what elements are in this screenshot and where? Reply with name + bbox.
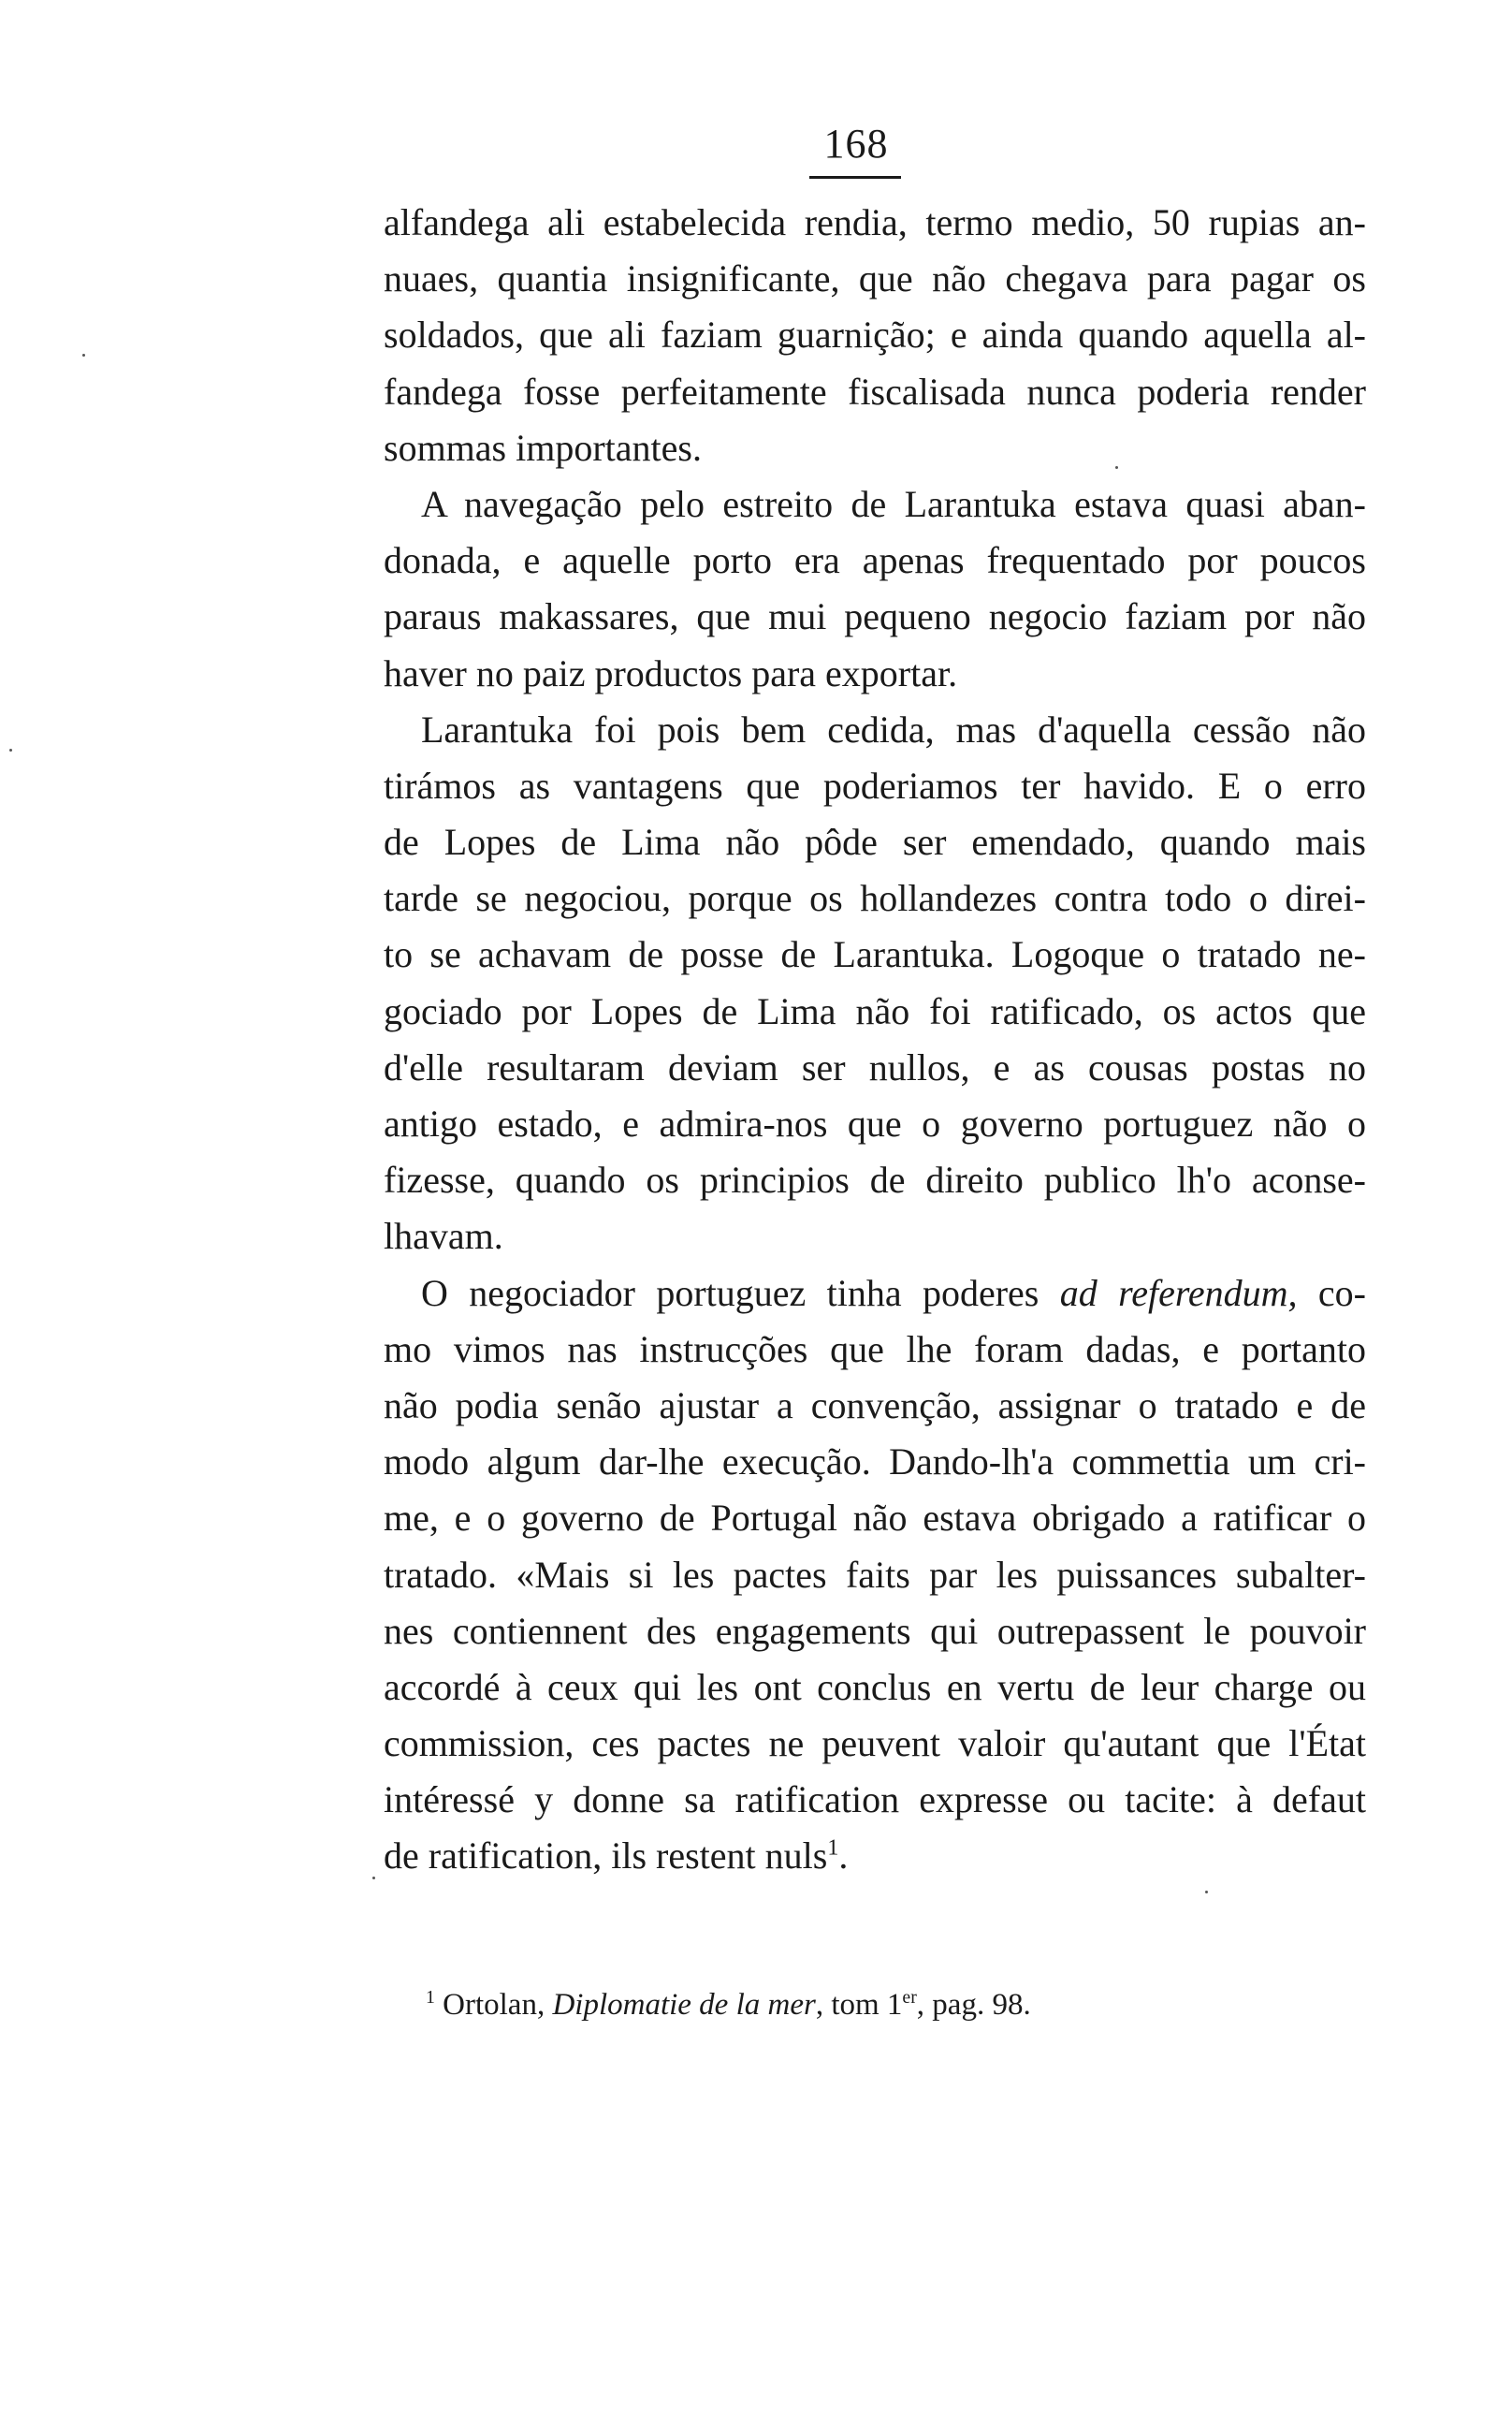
text-segment: de ratification, ils restent nuls bbox=[384, 1834, 828, 1878]
text-line: antigo estado, e admira-nos que o governo portuguez não o bbox=[384, 1103, 1366, 1145]
text-line: alfandega ali estabelecida rendia, termo medio, 50 rupias an- bbox=[384, 201, 1366, 243]
text-segment: O negociador portuguez tinha poderes bbox=[421, 1271, 1060, 1314]
body-text bbox=[384, 195, 1366, 1885]
footnote-page: , pag. 98. bbox=[916, 1988, 1031, 2022]
text-line: fizesse, quando os principios de direito publico lh'o aconse- bbox=[384, 1159, 1366, 1202]
footnote-reference: 1 bbox=[827, 1836, 839, 1862]
text-line: lhavam. bbox=[384, 1215, 503, 1258]
page-number: 168 bbox=[823, 121, 889, 167]
footnote-title: Diplomatie de la mer bbox=[552, 1988, 816, 2022]
text-line: paraus makassares, que mui pequeno negocio faziam por não bbox=[384, 595, 1366, 638]
text-line: me, e o governo de Portugal não estava obrigado a ratificar o bbox=[384, 1497, 1366, 1540]
text-line: gociado por Lopes de Lima não foi ratificado, os actos que bbox=[384, 989, 1366, 1032]
text-line: to se achavam de posse de Larantuka. Logoque o tratado ne- bbox=[384, 933, 1366, 976]
scan-speck bbox=[1115, 466, 1118, 469]
text-line: accordé à ceux qui les ont conclus en vertu de leur charge ou bbox=[384, 1665, 1366, 1708]
footnote-volume: , tom 1 bbox=[815, 1988, 903, 2022]
text-line: tratado. «Mais si les pactes faits par les puissances subalter- bbox=[384, 1553, 1366, 1596]
text-line: nuaes, quantia insignificante, que não chegava para pagar os bbox=[384, 257, 1366, 300]
text-line: haver no paiz productos para exportar. bbox=[384, 651, 958, 694]
footnote-marker: 1 bbox=[426, 1987, 435, 2008]
text-line: soldados, que ali faziam guarnição; e ainda quando aquella al- bbox=[384, 314, 1366, 357]
text-line: sommas importantes. bbox=[384, 426, 702, 469]
text-line: fandega fosse perfeitamente fiscalisada nunca poderia render bbox=[384, 370, 1366, 413]
scan-speck bbox=[9, 749, 12, 752]
text-line: tirámos as vantagens que poderiamos ter havido. E o erro bbox=[384, 764, 1366, 807]
text-line bbox=[384, 1828, 1366, 1884]
footnote-volume-sup: er bbox=[902, 1987, 917, 2008]
scan-speck bbox=[372, 1877, 375, 1879]
footnote bbox=[426, 1984, 1031, 2025]
text-line bbox=[384, 1265, 1366, 1322]
text-line: donada, e aquelle porto era apenas frequentado por poucos bbox=[384, 539, 1366, 582]
text-line: modo algum dar-lhe execução. Dando-lh'a commettia um cri- bbox=[384, 1440, 1366, 1483]
text-line: tarde se negociou, porque os hollandezes contra todo o direi- bbox=[384, 877, 1366, 920]
italic-phrase: ad referendum, bbox=[1059, 1271, 1298, 1314]
footnote-author: Ortolan, bbox=[443, 1988, 553, 2022]
text-line: de Lopes de Lima não pôde ser emendado, quando mais bbox=[384, 821, 1366, 864]
text-segment: . bbox=[838, 1834, 849, 1878]
text-line: A navegação pelo estreito de Larantuka estava quasi aban- bbox=[421, 482, 1366, 525]
page-number-rule bbox=[809, 176, 901, 179]
text-line: não podia senão ajustar a convenção, assignar o tratado e de bbox=[384, 1383, 1366, 1426]
text-line: intéressé y donne sa ratification expresse ou tacite: à defaut bbox=[384, 1778, 1366, 1821]
scan-speck bbox=[82, 354, 85, 357]
scan-speck bbox=[1205, 1891, 1208, 1893]
text-segment: co- bbox=[1297, 1271, 1366, 1314]
text-line: Larantuka foi pois bem cedida, mas d'aquella cessão não bbox=[421, 708, 1366, 751]
text-line: mo vimos nas instrucções que lhe foram dadas, e portanto bbox=[384, 1327, 1366, 1370]
text-line: commission, ces pactes ne peuvent valoir qu'autant que l'État bbox=[384, 1722, 1366, 1765]
text-line: nes contiennent des engagements qui outrepassent le pouvoir bbox=[384, 1609, 1366, 1652]
text-line: d'elle resultaram deviam ser nullos, e as cousas postas no bbox=[384, 1045, 1366, 1089]
